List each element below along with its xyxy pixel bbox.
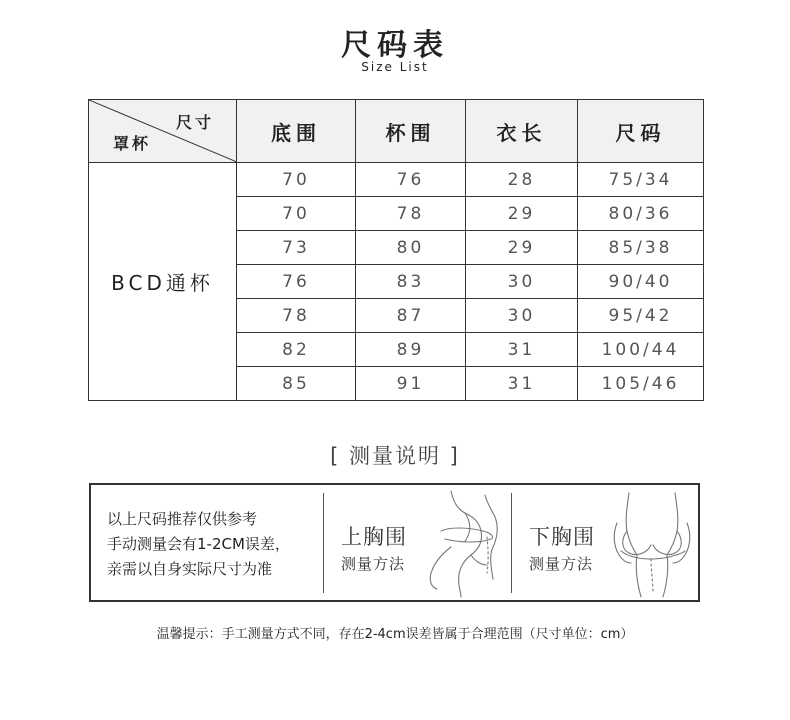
lower-bust-title: 下胸围 [529, 525, 595, 549]
cell-size: 85/38 [578, 231, 704, 265]
upper-bust-illustration-icon [421, 487, 507, 599]
table-row [89, 163, 704, 197]
cell-size: 95/42 [578, 299, 704, 333]
cell-length: 29 [466, 197, 578, 231]
footnote: 温馨提示：手工测量方式不同，存在2-4cm误差皆属于合理范围（尺寸单位：cm） [156, 627, 634, 642]
column-header-underbust: 底围 [237, 100, 356, 163]
column-header-size: 尺码 [578, 100, 704, 163]
upper-bust-title: 上胸围 [341, 525, 407, 549]
lower-bust-subtitle: 测量方法 [529, 555, 594, 573]
cup-cell: BCD通杯 [89, 163, 237, 401]
measurement-title: [ 测量说明 ] [330, 444, 460, 468]
cell-size: 90/40 [578, 265, 704, 299]
cell-underbust: 82 [237, 333, 356, 367]
cell-size: 105/46 [578, 367, 704, 401]
cell-underbust: 70 [237, 163, 356, 197]
measurement-notes [107, 507, 290, 582]
cell-underbust: 73 [237, 231, 356, 265]
cell-cup-girth: 87 [356, 299, 466, 333]
cell-size: 75/34 [578, 163, 704, 197]
note-line: 手动测量会有1-2CM误差， [107, 535, 290, 553]
cell-underbust: 78 [237, 299, 356, 333]
cell-length: 28 [466, 163, 578, 197]
cell-length: 30 [466, 299, 578, 333]
corner-label-size: 尺寸 [175, 113, 214, 132]
table-corner-cell [89, 100, 237, 163]
size-table [88, 99, 704, 401]
cell-length: 30 [466, 265, 578, 299]
cell-size: 100/44 [578, 333, 704, 367]
cell-length: 29 [466, 231, 578, 265]
upper-bust-label [341, 521, 407, 574]
cell-cup-girth: 89 [356, 333, 466, 367]
cell-length: 31 [466, 333, 578, 367]
cell-cup-girth: 91 [356, 367, 466, 401]
table-header-row [89, 100, 704, 163]
diagonal-divider [89, 100, 237, 162]
note-line: 亲需以自身实际尺寸为准 [107, 560, 273, 578]
cell-cup-girth: 80 [356, 231, 466, 265]
cell-cup-girth: 76 [356, 163, 466, 197]
cell-underbust: 85 [237, 367, 356, 401]
note-line: 以上尺码推荐仅供参考 [107, 510, 258, 528]
page-subtitle: Size List [361, 60, 429, 74]
cell-cup-girth: 83 [356, 265, 466, 299]
corner-label-cup: 罩杯 [113, 134, 152, 153]
cell-underbust: 76 [237, 265, 356, 299]
column-header-cup-girth: 杯围 [356, 100, 466, 163]
cell-size: 80/36 [578, 197, 704, 231]
lower-bust-illustration-icon [607, 487, 697, 599]
upper-bust-subtitle: 测量方法 [341, 555, 406, 573]
cell-cup-girth: 78 [356, 197, 466, 231]
column-header-length: 衣长 [466, 100, 578, 163]
lower-bust-label [529, 521, 595, 574]
divider-line [323, 493, 324, 593]
page-title: 尺码表 [341, 28, 449, 63]
divider-line [511, 493, 512, 593]
cell-underbust: 70 [237, 197, 356, 231]
measurement-box [89, 483, 700, 602]
cell-length: 31 [466, 367, 578, 401]
